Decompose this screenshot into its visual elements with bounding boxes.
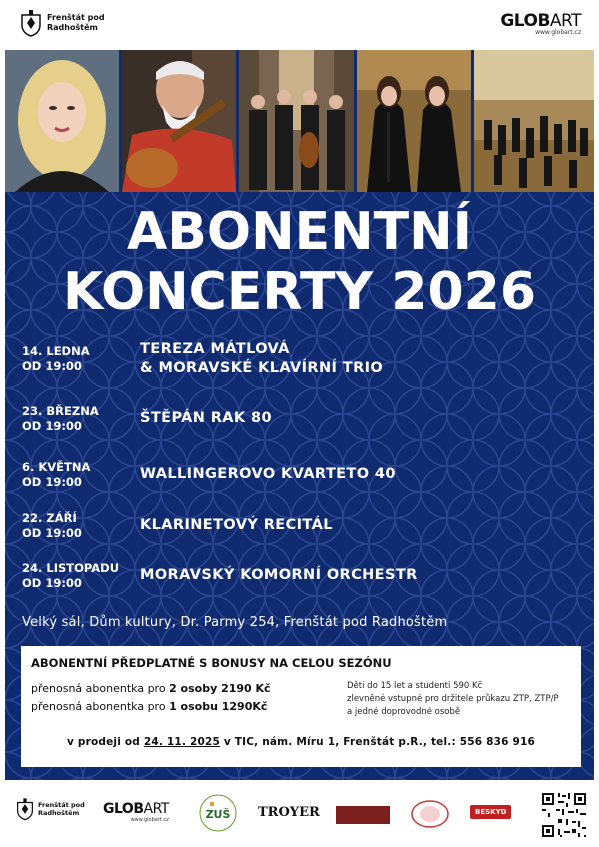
photo-singer [5, 50, 119, 192]
globart-url: www.globart.cz [535, 29, 581, 36]
event-date: 23. BŘEZNA [22, 404, 99, 418]
event-performer: WALLINGEROVO KVARTETO 40 [140, 466, 396, 482]
discount-info [347, 680, 577, 719]
town-name-line2: Radhoštěm [47, 23, 98, 32]
footer-enigma-logo [336, 806, 390, 824]
round-sponsor-icon [410, 799, 450, 829]
sale-date: 24. 11. 2025 [143, 736, 221, 748]
discount-line1: Děti do 15 let a studenti 590 Kč [347, 681, 483, 691]
event-time: OD 19:00 [22, 576, 82, 590]
subscription-heading: ABONENTNÍ PŘEDPLATNÉ S BONUSY NA CELOU SEZÓNU [31, 656, 392, 670]
globart-word-glob: GLOB [500, 11, 550, 31]
subscription-option-1-person [31, 700, 267, 713]
title-line1: ABONENTNÍ [127, 202, 472, 262]
title-line2: KONCERTY 2026 [62, 262, 537, 322]
sale-info [21, 736, 581, 748]
sale-prefix: v prodeji od [66, 736, 144, 748]
photo-strip [5, 50, 594, 192]
event-date: 22. ZÁŘÍ [22, 511, 77, 525]
top-bar [0, 0, 599, 50]
event-performer-line2: & MORAVSKÉ KLAVÍRNÍ TRIO [140, 360, 384, 376]
footer-round-logo [410, 799, 450, 829]
footer-town-line1: Frenštát pod [38, 801, 85, 809]
enigma-badge-icon [336, 806, 390, 824]
footer-globart-logo [103, 801, 169, 823]
town-logo [20, 9, 105, 37]
option-prefix: přenosná abonentka pro [31, 682, 170, 695]
town-crest-icon [16, 797, 34, 821]
town-crest-icon [20, 9, 42, 37]
footer-globart-art: ART [143, 801, 169, 817]
footer-town-line2: Radhoštěm [38, 809, 80, 817]
zus-text: ZUŠ [205, 808, 231, 821]
beskyd-text: BESKYD [470, 805, 511, 819]
option-price: 2 osoby 2190 Kč [169, 682, 271, 695]
event-performer: MORAVSKÝ KOMORNÍ ORCHESTR [140, 567, 418, 583]
event-date: 14. LEDNA [22, 344, 90, 358]
event-time: OD 19:00 [22, 475, 82, 489]
footer-beskyd-logo [470, 805, 511, 819]
option-prefix: přenosná abonentka pro [31, 700, 170, 713]
event-performer: ŠTĚPÁN RAK 80 [140, 410, 272, 426]
event-time: OD 19:00 [22, 526, 82, 540]
troyer-text: TROYER [258, 805, 320, 820]
footer-town-logo [16, 797, 85, 821]
subscription-box [21, 646, 581, 767]
poster-panel [5, 50, 594, 780]
photo-clarinet-duo [357, 50, 471, 192]
discount-line3: a jedné doprovodné osobě [347, 707, 461, 717]
footer-globart-url: www.globart.cz [130, 817, 169, 823]
globart-word-art: ART [549, 11, 581, 31]
zus-badge-icon [198, 793, 238, 833]
event-time: OD 19:00 [22, 419, 82, 433]
event-performer: TEREZA MÁTLOVÁ [140, 341, 290, 357]
footer-zus-logo [198, 793, 238, 833]
qr-code-icon[interactable] [540, 791, 588, 839]
event-performer: KLARINETOVÝ RECITÁL [140, 517, 333, 533]
photo-chamber-orchestra [474, 50, 594, 192]
event-date: 24. LISTOPADU [22, 561, 120, 575]
sale-location: v TIC, nám. Míru 1, Frenštát p.R., tel.: 556 836 916 [220, 736, 536, 748]
discount-line2: zlevněné vstupné pro držitele průkazu ZTP, ZTP/P [347, 694, 559, 704]
event-time: OD 19:00 [22, 359, 82, 373]
subscription-option-2-persons [31, 682, 271, 695]
event-date: 6. KVĚTNA [22, 460, 91, 474]
photo-string-quartet [239, 50, 354, 192]
footer-troyer-logo [258, 805, 320, 820]
option-price: 1 osobu 1290Kč [169, 700, 268, 713]
photo-guitarist [122, 50, 236, 192]
sponsor-footer [0, 785, 599, 847]
venue-address: Velký sál, Dům kultury, Dr. Parmy 254, Frenštát pod Radhoštěm [22, 615, 448, 630]
globart-logo [500, 11, 581, 36]
town-name-line1: Frenštát pod [47, 13, 105, 22]
footer-globart-glob: GLOB [103, 801, 144, 817]
town-name [47, 13, 105, 33]
